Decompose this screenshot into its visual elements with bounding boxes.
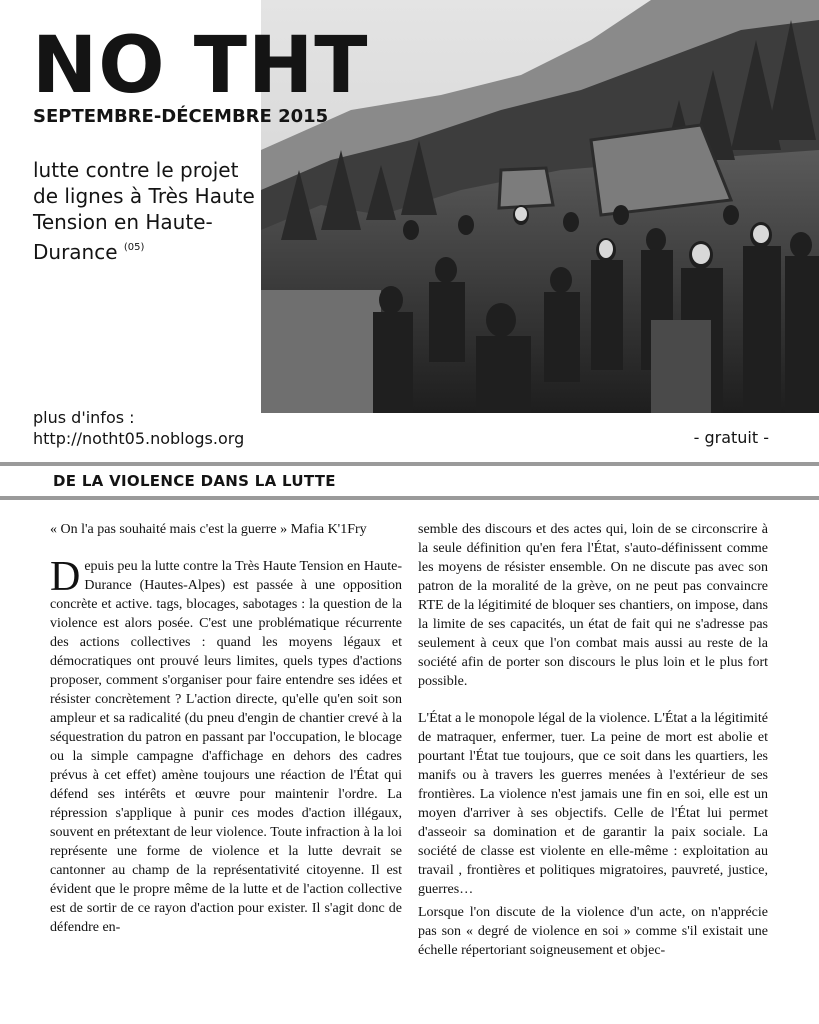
- article-column-left: [50, 520, 402, 955]
- paragraph-1-text: epuis peu la lutte contre la Très Haute Tension en Haute-Durance (Hautes-Alpes) est passée à une opposition concrète et active. tags, blocages, sabotages : la question de la violence est alors posée. C'est une problématique récurrente des actions collectives : quand les moyens légaux et démocratiques ont prouvé leurs limites, quels types d'actions proposer, comment s'organiser pour faire entendre ses idées et résister concrètement ? L'action directe, qu'elle qu'en soit son ampleur et sa radicalité (du pneu d'engin de chantier crevé à la séquestration du patron en passant par l'occupation, le blocage ou la simple campagne d'affichage en dehors des cadres prévus à cet effet) amène toujours une réaction de l'État qui défend ses intérêts et œuvre pour maintenir l'ordre. La répression s'applique à punir ces modes d'action illégaux, souvent en prétextant de leur violence. Toute infraction à la loi représente une forme de violence et la lutte devrait se cantonner au champ de la représentativité citoyenne. Il est évident que le propre même de la lutte et de l'action collective est de sortir de ce rayon d'action pour exister. Il s'agit donc de défendre en-: [50, 559, 402, 935]
- issue-dates: SEPTEMBRE-DÉCEMBRE 2015: [33, 106, 329, 127]
- masthead-title: NO THT: [32, 21, 369, 111]
- article-paragraph-1: [50, 554, 402, 937]
- more-info: [33, 407, 244, 449]
- more-info-label: plus d'infos :: [33, 408, 135, 427]
- article-paragraph-2: semble des discours et des actes qui, loin de se circonscrire à la seule définition qu'en fera l'État, s'auto-définissent comme les moyens de résister ensemble. On ne discute pas avec son patron de la moralité de la grève, on ne peut pas convaincre RTE de la légitimité de bloquer ses chantiers, on impose, dans la limite de ses capacités, un état de fait qui ne s'adresse pas seulement à ceux que l'on combat mais aussi au reste de la société afin de porter son discours le plus loin et le plus fort possible.: [418, 522, 768, 689]
- section-divider-top: [0, 462, 819, 466]
- masthead-subtitle: [33, 157, 258, 265]
- more-info-url[interactable]: http://notht05.noblogs.org: [33, 429, 245, 448]
- drop-cap: D: [50, 554, 81, 600]
- price-label: - gratuit -: [693, 428, 769, 447]
- article-paragraph-4: Lorsque l'on discute de la violence d'un acte, on n'apprécie pas son « degré de violence en soi » comme s'il existait une échelle répertoriant soigneusement et objec-: [418, 905, 768, 958]
- article-paragraph-3: L'État a le monopole légal de la violence. L'État a la légitimité de matraquer, enfermer, tuer. La peine de mort est abolie et pourtant l'État tue toujours, que ce soit dans les quartiers, les manifs ou à travers les guerres menées à l'extérieur de ses frontières. La violence n'est jamais une fin en soi, elle est un moyen d'arriver à ses objectifs. Celle de l'État lui permet d'asseoir sa domination et de garantir la paix sociale. La société de classe est violente en elle-même : exploitation au travail , frontières et politiques migratoires, pauvreté, justice, guerres…: [418, 711, 768, 897]
- section-divider-bottom: [0, 496, 819, 500]
- subtitle-department: (05): [123, 242, 145, 253]
- article-column-right: [418, 520, 768, 978]
- subtitle-text: lutte contre le projet de lignes à Très Haute Tension en Haute-Durance: [33, 158, 255, 264]
- section-title: DE LA VIOLENCE DANS LA LUTTE: [53, 472, 336, 490]
- article-epigraph: « On l'a pas souhaité mais c'est la guerre » Mafia K'1Fry: [50, 522, 367, 537]
